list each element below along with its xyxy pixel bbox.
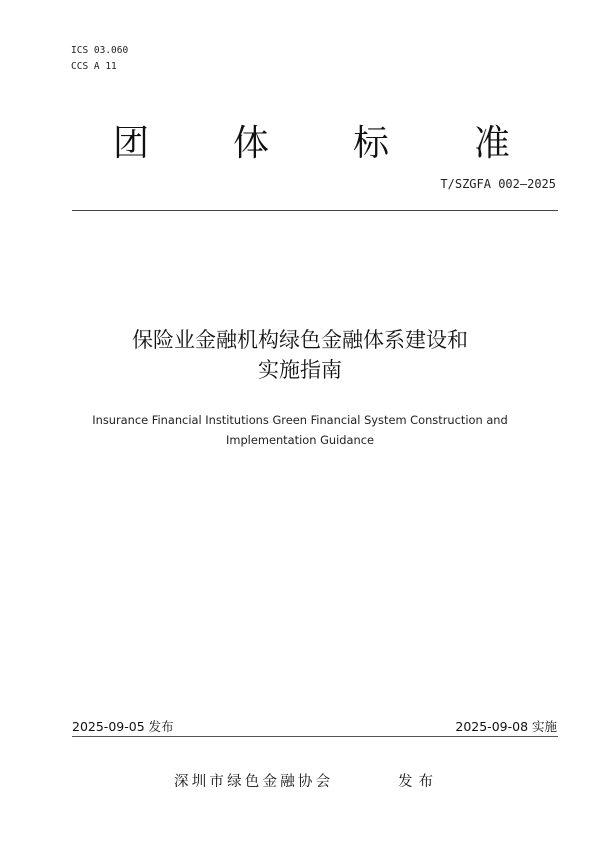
chinese-title	[0, 325, 600, 385]
doc-type-char: 标	[353, 123, 390, 164]
ccs-code: CCS A 11	[71, 61, 117, 72]
doc-type-char: 体	[233, 123, 270, 164]
issue-date: 2025-09-05 发布	[72, 719, 174, 734]
doc-type-char: 准	[474, 123, 511, 164]
header-divider	[72, 210, 558, 211]
english-title	[0, 410, 600, 450]
doc-type-char: 团	[113, 123, 150, 164]
publisher-action: 发布	[398, 774, 439, 790]
ics-code: ICS 03.060	[71, 45, 129, 56]
standard-number: T/SZGFA 002—2025	[440, 177, 556, 191]
chinese-title-line-2: 实施指南	[258, 358, 342, 382]
classification-codes	[71, 43, 128, 75]
english-title-line-1: Insurance Financial Institutions Green Financial System Construction and	[92, 413, 508, 427]
implementation-date: 2025-09-08 实施	[455, 719, 557, 734]
publisher-name: 深圳市绿色金融协会	[174, 774, 334, 790]
chinese-title-line-1: 保险业金融机构绿色金融体系建设和	[132, 328, 468, 352]
english-title-line-2: Implementation Guidance	[226, 433, 374, 447]
footer-divider	[72, 736, 558, 737]
document-type-heading	[0, 122, 600, 168]
